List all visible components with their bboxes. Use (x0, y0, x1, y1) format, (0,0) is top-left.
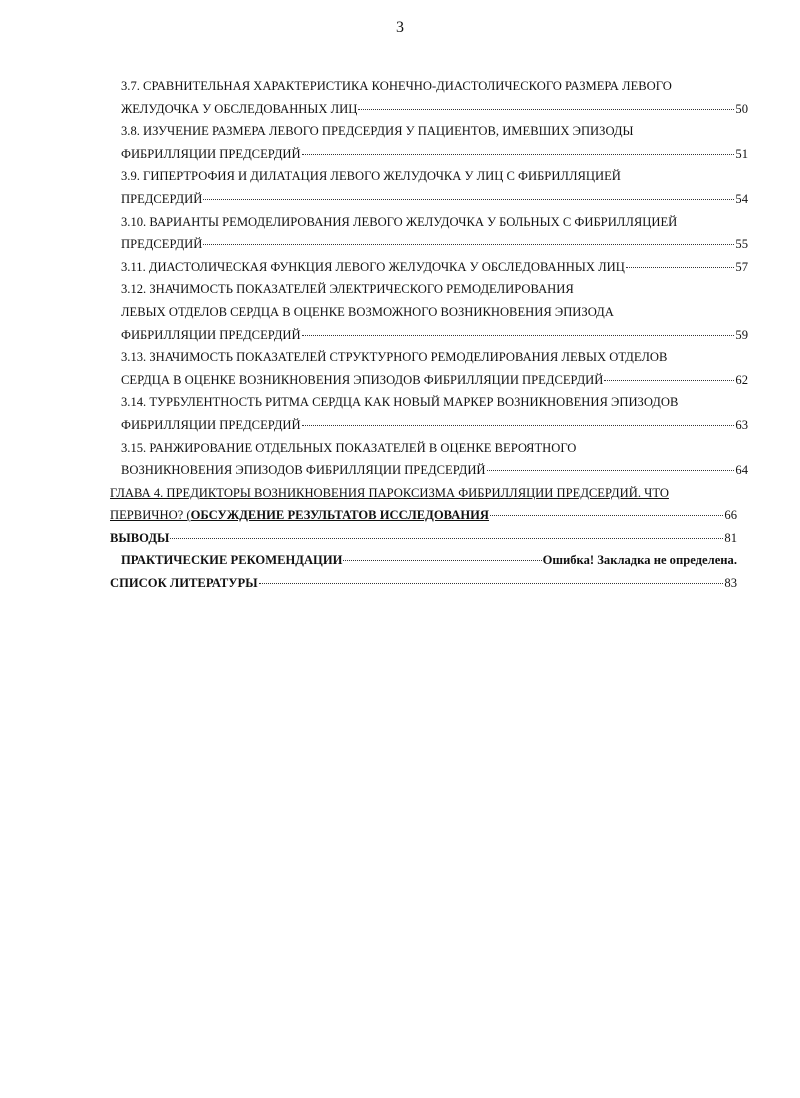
toc-recommendations-title[interactable]: ПРАКТИЧЕСКИЕ РЕКОМЕНДАЦИИ (121, 553, 343, 568)
toc-entry-title: 3.10. ВАРИАНТЫ РЕМОДЕЛИРОВАНИЯ ЛЕВОГО ЖЕЛУДОЧКА У БОЛЬНЫХ С ФИБРИЛЛЯЦИЕЙ (121, 214, 678, 229)
toc-entry-title-end: СЕРДЦА В ОЦЕНКЕ ВОЗНИКНОВЕНИЯ ЭПИЗОДОВ ФИБРИЛЛЯЦИИ ПРЕДСЕРДИЙ (121, 372, 604, 387)
toc-references-title[interactable]: СПИСОК ЛИТЕРАТУРЫ (110, 576, 258, 591)
toc-page-number: 83 (724, 576, 737, 591)
dot-leader (358, 108, 734, 110)
toc-entry-title: 3.15. РАНЖИРОВАНИЕ ОТДЕЛЬНЫХ ПОКАЗАТЕЛЕЙ В ОЦЕНКЕ ВЕРОЯТНОГО (121, 440, 577, 455)
toc-entry-title-end: ЖЕЛУДОЧКА У ОБСЛЕДОВАННЫХ ЛИЦ (121, 101, 358, 116)
toc-entry-title: 3.11. ДИАСТОЛИЧЕСКАЯ ФУНКЦИЯ ЛЕВОГО ЖЕЛУДОЧКА У ОБСЛЕДОВАННЫХ ЛИЦ (121, 259, 625, 274)
toc-entry-title-end: ФИБРИЛЛЯЦИИ ПРЕДСЕРДИЙ (121, 327, 301, 342)
dot-leader (343, 559, 541, 561)
table-of-contents (0, 75, 800, 595)
toc-recommendations[interactable] (0, 549, 800, 572)
toc-entry-title-end: ВОЗНИКНОВЕНИЯ ЭПИЗОДОВ ФИБРИЛЛЯЦИИ ПРЕДСЕРДИЙ (121, 463, 486, 478)
toc-page-number: 57 (735, 259, 748, 274)
toc-entry-3-7 (0, 75, 800, 120)
dot-leader (203, 243, 734, 245)
dot-leader (302, 424, 735, 426)
toc-entry-title: 3.12. ЗНАЧИМОСТЬ ПОКАЗАТЕЛЕЙ ЭЛЕКТРИЧЕСКОГО РЕМОДЕЛИРОВАНИЯ (121, 282, 574, 297)
toc-entry-title-cont: ЛЕВЫХ ОТДЕЛОВ СЕРДЦА В ОЦЕНКЕ ВОЗМОЖНОГО ВОЗНИКНОВЕНИЯ ЭПИЗОДА (121, 304, 614, 319)
toc-chapter-title[interactable]: ГЛАВА 4. ПРЕДИКТОРЫ ВОЗНИКНОВЕНИЯ ПАРОКСИЗМА ФИБРИЛЛЯЦИИ ПРЕДСЕРДИЙ. ЧТО (110, 485, 669, 500)
toc-entry-title: 3.13. ЗНАЧИМОСТЬ ПОКАЗАТЕЛЕЙ СТРУКТУРНОГО РЕМОДЕЛИРОВАНИЯ ЛЕВЫХ ОТДЕЛОВ (121, 350, 668, 365)
toc-conclusions[interactable] (0, 527, 800, 550)
toc-chapter-title-end[interactable]: ПЕРВИЧНО? (ОБСУЖДЕНИЕ РЕЗУЛЬТАТОВ ИССЛЕДОВАНИЯ (110, 508, 490, 523)
dot-leader (490, 514, 723, 516)
dot-leader (626, 266, 735, 268)
toc-page-number: 50 (735, 101, 748, 116)
page-number: 3 (396, 19, 404, 36)
dot-leader (487, 469, 735, 471)
toc-page-number: 59 (735, 327, 748, 342)
toc-references[interactable] (0, 572, 800, 595)
toc-entry-title: 3.9. ГИПЕРТРОФИЯ И ДИЛАТАЦИЯ ЛЕВОГО ЖЕЛУДОЧКА У ЛИЦ С ФИБРИЛЛЯЦИЕЙ (121, 169, 621, 184)
toc-page-number: 81 (724, 530, 737, 545)
toc-entry-title: 3.7. СРАВНИТЕЛЬНАЯ ХАРАКТЕРИСТИКА КОНЕЧНО-ДИАСТОЛИЧЕСКОГО РАЗМЕРА ЛЕВОГО (121, 79, 672, 93)
toc-entry-3-8 (0, 120, 800, 165)
toc-entry-3-13 (0, 346, 800, 391)
dot-leader (259, 582, 724, 584)
toc-page-number: 66 (724, 508, 737, 523)
dot-leader (203, 198, 734, 200)
toc-entry-title: 3.14. ТУРБУЛЕНТНОСТЬ РИТМА СЕРДЦА КАК НОВЫЙ МАРКЕР ВОЗНИКНОВЕНИЯ ЭПИЗОДОВ (121, 395, 679, 410)
dot-leader (302, 153, 735, 155)
toc-entry-3-9 (0, 165, 800, 210)
toc-entry-title-end: ФИБРИЛЛЯЦИИ ПРЕДСЕРДИЙ (121, 146, 301, 161)
toc-entry-3-10 (0, 211, 800, 256)
toc-entry-title-end: ФИБРИЛЛЯЦИИ ПРЕДСЕРДИЙ (121, 417, 301, 432)
toc-entry-title-end: ПРЕДСЕРДИЙ (121, 191, 203, 206)
toc-entry-3-12 (0, 278, 800, 346)
toc-page-number: 63 (735, 417, 748, 432)
toc-page-number: 64 (735, 463, 748, 478)
toc-entry-title: 3.8. ИЗУЧЕНИЕ РАЗМЕРА ЛЕВОГО ПРЕДСЕРДИЯ У ПАЦИЕНТОВ, ИМЕВШИХ ЭПИЗОДЫ (121, 124, 634, 139)
toc-page-number: 62 (735, 372, 748, 387)
toc-conclusions-title[interactable]: ВЫВОДЫ (110, 530, 170, 545)
dot-leader (604, 379, 734, 381)
toc-page-number: 55 (735, 237, 748, 252)
toc-page-number: 51 (735, 146, 748, 161)
toc-chapter-4[interactable] (0, 482, 800, 527)
toc-bookmark-error: Ошибка! Закладка не определена. (542, 553, 737, 568)
toc-entry-3-15 (0, 437, 800, 482)
dot-leader (302, 334, 735, 336)
toc-page-number: 54 (735, 191, 748, 206)
toc-entry-title-end: ПРЕДСЕРДИЙ (121, 237, 203, 252)
toc-entry-3-14 (0, 391, 800, 436)
dot-leader (170, 537, 723, 539)
toc-entry-3-11 (0, 256, 800, 279)
